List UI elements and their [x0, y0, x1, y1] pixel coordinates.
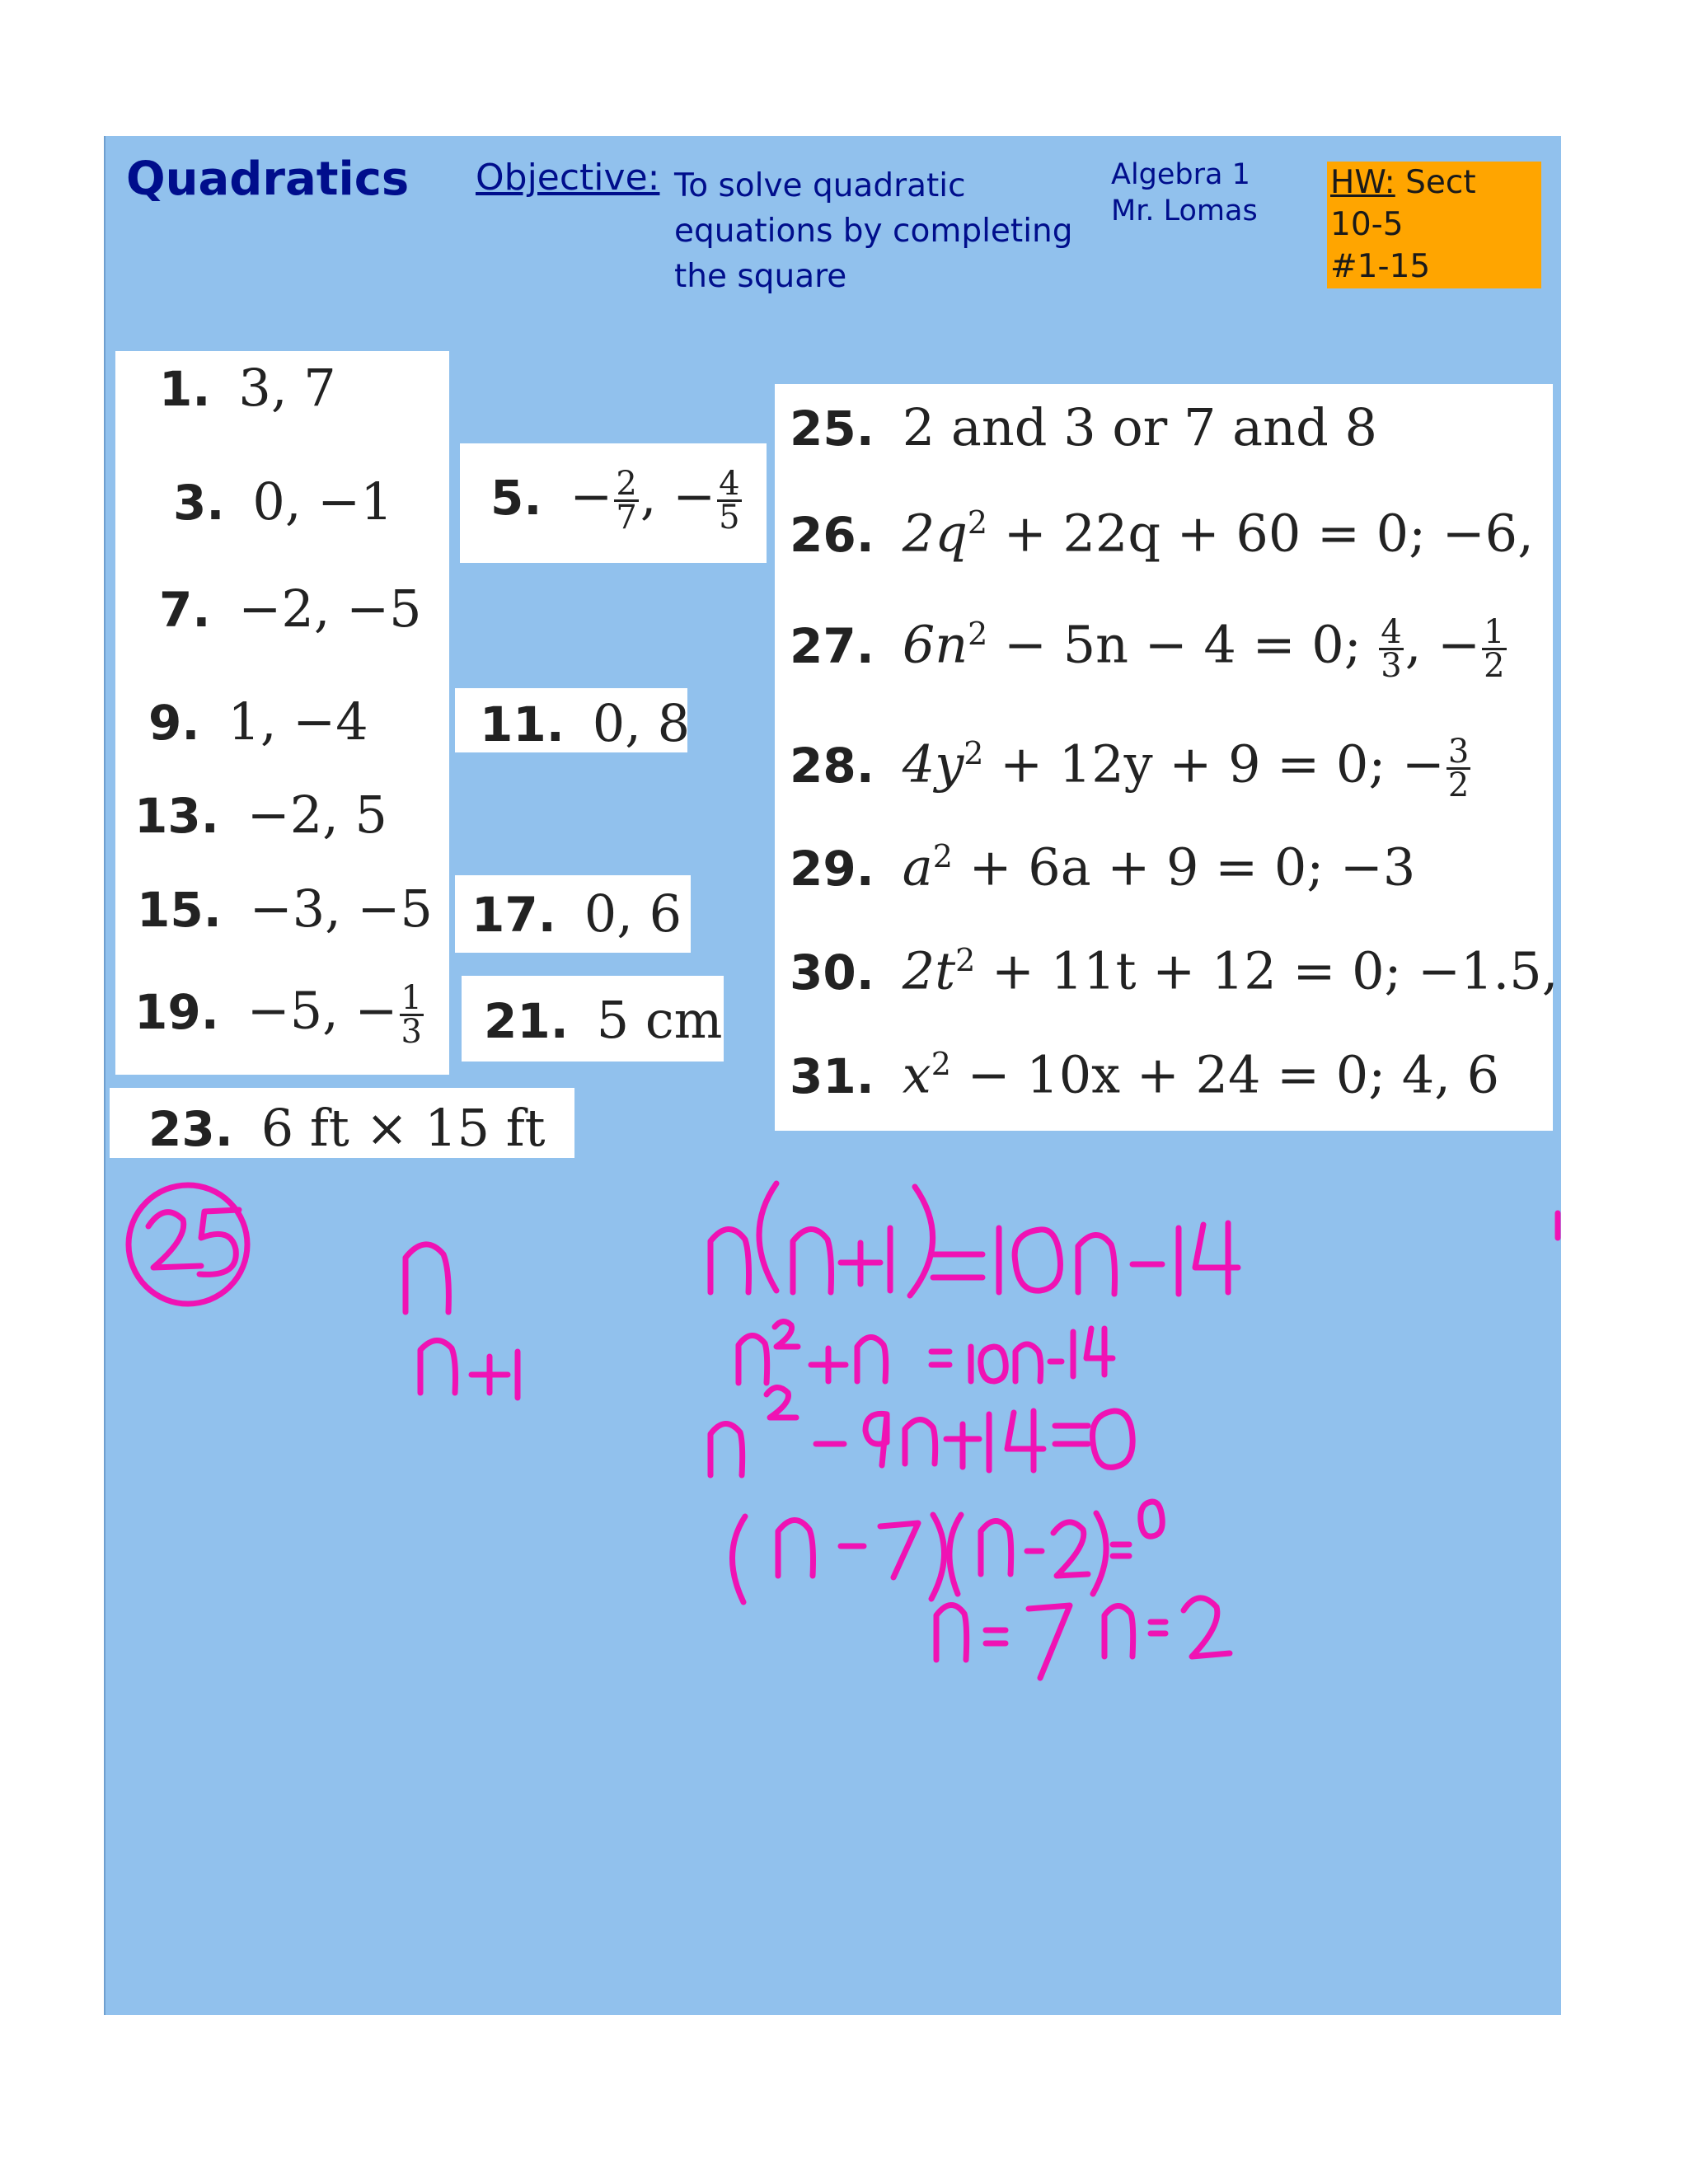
handwritten-line-4: [732, 1502, 1162, 1602]
homework-line: #1-15: [1330, 248, 1431, 285]
answer-26: 26. $2q^2 + 22q + 60 = 0$; −6,: [790, 503, 1534, 564]
answer-15: 15. −3, −5: [137, 879, 433, 939]
answer-29: 29. $a^2 + 6a + 9 = 0$; −3: [790, 837, 1416, 898]
page-title: Quadratics: [126, 152, 410, 206]
answer-31: 31. $x^2 - 10x + 24 = 0$; 4, 6: [790, 1044, 1500, 1105]
handwritten-line-1: [710, 1183, 1238, 1296]
fraction: $\frac{3}{2}$: [1447, 733, 1470, 804]
answer-11: 11. 0, 8: [480, 693, 691, 753]
teacher-name: Mr. Lomas: [1111, 194, 1258, 227]
handwritten-problem-tag: [129, 1185, 247, 1304]
answer-28: 28. $4y^2 + 12y + 9 = 0$; − $\frac{3}{2}$: [790, 733, 1470, 804]
objective-line: equations by completing: [674, 213, 1073, 250]
fraction: $\frac{2}{7}$: [616, 465, 637, 537]
fraction: $\frac{1}{2}$: [1484, 613, 1505, 685]
fraction: $\frac{1}{3}$: [401, 979, 422, 1051]
objective-label: Objective:: [476, 157, 660, 199]
answer-3: 3. 0, −1: [173, 471, 393, 532]
homework-line: 10-5: [1330, 206, 1404, 243]
answer-5: 5. − $\frac{2}{7}$ , − $\frac{4}{5}$: [490, 465, 740, 537]
answer-30: 30. $2t^2 + 11t + 12 = 0$; −1.5,: [790, 940, 1559, 1001]
homework-section: Sect: [1395, 164, 1476, 201]
objective-line: the square: [674, 258, 847, 295]
fraction: $\frac{4}{5}$: [719, 465, 740, 537]
course-name: Algebra 1: [1111, 158, 1250, 191]
objective-line: To solve quadratic: [674, 167, 966, 204]
answer-1: 1. 3, 7: [159, 358, 336, 418]
fraction: $\frac{4}{3}$: [1381, 613, 1402, 685]
answer-23: 23. 6 ft × 15 ft: [148, 1098, 546, 1158]
handwritten-line-2: [738, 1321, 1113, 1383]
homework-label: HW:: [1330, 164, 1395, 201]
handwritten-var-n-plus-1: [420, 1340, 518, 1398]
answer-17: 17. 0, 6: [471, 883, 682, 944]
handwritten-line-5: [936, 1598, 1230, 1678]
answer-19: 19. −5, − $\frac{1}{3}$: [134, 979, 422, 1051]
answer-9: 9. 1, −4: [148, 691, 368, 752]
answer-7: 7. −2, −5: [159, 579, 422, 639]
answer-21: 21. 5 cm: [484, 990, 723, 1050]
answer-27: 27. $6n^2 - 5n - 4 = 0$; $\frac{4}{3}$ , − $\frac{1}{2}$: [790, 613, 1505, 685]
handwritten-line-3: [710, 1387, 1132, 1475]
answer-25: 25. 2 and 3 or 7 and 8: [790, 397, 1377, 457]
handwritten-var-n: [406, 1244, 448, 1312]
answer-13: 13. −2, 5: [134, 785, 388, 845]
